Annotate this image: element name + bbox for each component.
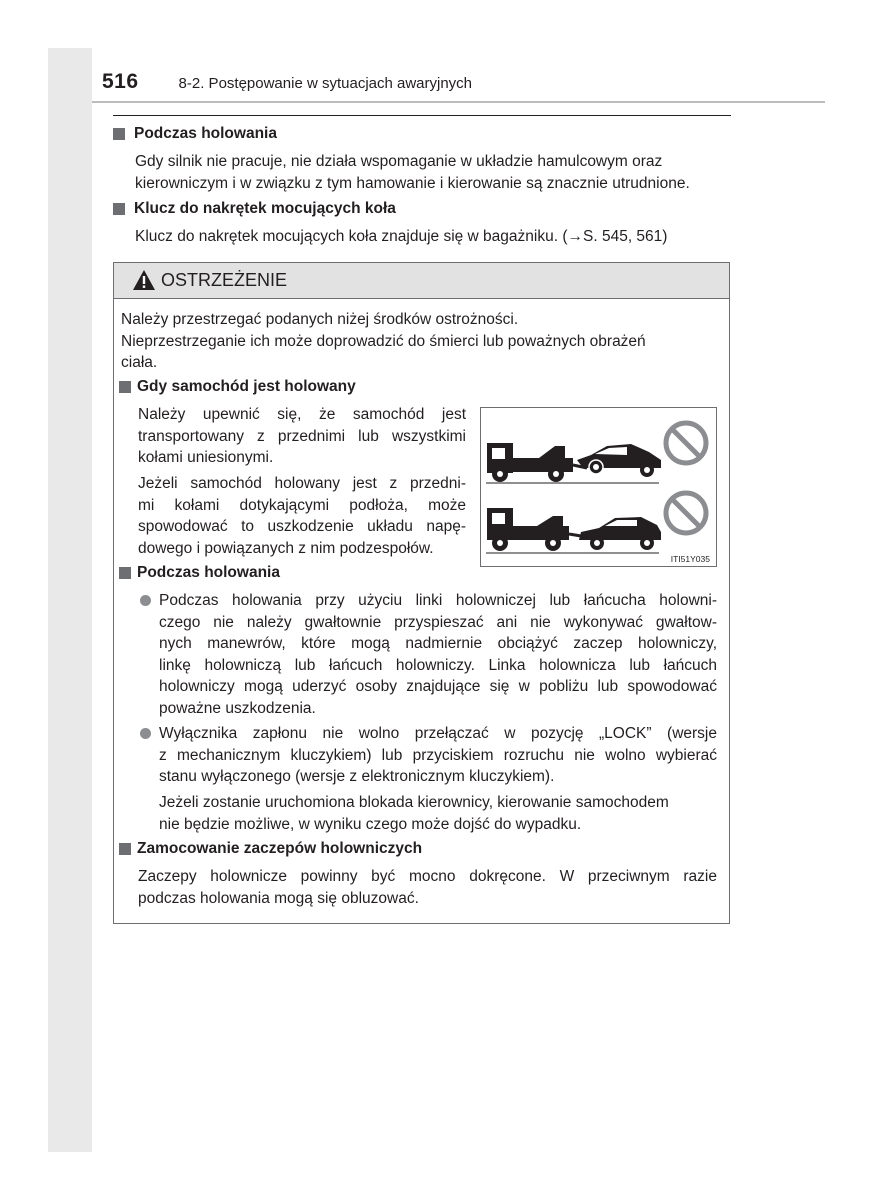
heading-text: Klucz do nakrętek mocujących koła	[134, 200, 396, 217]
header-divider	[92, 101, 825, 103]
heading-text: Podczas holowania	[137, 564, 280, 581]
towing-intro-text	[135, 151, 735, 194]
text-line: mi kołami dotykającymi podłoża, może	[138, 496, 466, 514]
text-line: podczas holowania mogą się obluzować.	[138, 889, 419, 907]
text-line: nie będzie możliwe, w wyniku czego może dojść do wypadku.	[159, 815, 582, 833]
page-margin-strip	[48, 48, 92, 1152]
text-line: Klucz do nakrętek mocujących koła znajduje się w bagażniku. (→S. 545, 561)	[135, 228, 668, 245]
heading-wheel-wrench	[113, 200, 396, 218]
text-line: Należy upewnić się, że samochód jest	[138, 406, 466, 423]
text-line: ciała.	[121, 354, 158, 371]
illustration-code: ITI51Y035	[670, 554, 710, 564]
text-line: Należy przestrzegać podanych niżej środków ostrożności.	[121, 311, 519, 328]
prohibited-icon	[661, 418, 711, 468]
tow-hooks-text	[138, 866, 717, 909]
text-line: poważne uszkodzenia.	[159, 699, 316, 717]
square-bullet-icon	[113, 128, 125, 140]
text-line: stanu wyłączonego (wersje z elektronicznym kluczykiem).	[159, 768, 555, 785]
square-bullet-icon	[113, 203, 125, 215]
content-divider	[113, 115, 731, 116]
warning-box	[113, 262, 730, 924]
page-header	[102, 70, 472, 100]
text-line: Jeżeli zostanie uruchomiona blokada kierownicy, kierowanie samochodem	[159, 794, 669, 811]
towing-illustration	[480, 407, 717, 567]
text-line: holowniczy mogą uderzyć osoby znajdujące się w pobliżu lub spowodować	[159, 678, 717, 695]
text-line: czego nie należy gwałtownie przyspieszać ani nie wykonywać gwałtow-	[159, 613, 717, 631]
text-line: Zaczepy holownicze powinny być mocno dokręcone. W przeciwnym razie	[138, 868, 717, 885]
text-line: nych manewrów, które mogą nadmiernie obciążyć zaczep holowniczy,	[159, 635, 717, 652]
wheel-wrench-text	[135, 226, 735, 248]
text-line: kierowniczym i w związku z tym hamowanie i kierowanie są znacznie utrudnione.	[135, 174, 690, 192]
text-line: Gdy silnik nie pracuje, nie działa wspomaganie w układzie hamulcowym oraz	[135, 153, 663, 170]
towed-paragraph-1	[138, 404, 466, 469]
page-number: 516	[102, 70, 139, 93]
text-line: linkę holowniczą lub łańcuch holowniczy. Linka holownicza lub łańcuch	[159, 656, 717, 674]
text-line: dowego i powiązanych z nim podzespołów.	[138, 539, 434, 557]
heading-during-towing	[119, 564, 280, 582]
square-bullet-icon	[119, 381, 131, 393]
heading-text: Gdy samochód jest holowany	[137, 378, 356, 395]
heading-when-towed	[119, 378, 356, 396]
towing-bullet-2-followup	[159, 792, 717, 835]
bullet-dot-icon	[140, 595, 151, 606]
towed-paragraph-2	[138, 473, 466, 559]
heading-text: Zamocowanie zaczepów holowniczych	[137, 840, 423, 857]
text-line: Wyłącznika zapłonu nie wolno przełączać w pozycję „LOCK” (wersje	[159, 725, 717, 742]
warning-intro	[121, 309, 721, 374]
towing-bullet-1	[159, 590, 717, 719]
square-bullet-icon	[119, 843, 131, 855]
heading-towing-intro	[113, 125, 277, 143]
text-line: kołami uniesionymi.	[138, 449, 274, 466]
heading-text: Podczas holowania	[134, 125, 277, 142]
bullet-dot-icon	[140, 728, 151, 739]
warning-triangle-icon	[132, 269, 156, 291]
heading-tow-hooks	[119, 840, 422, 858]
text-line: Jeżeli samochód holowany jest z przedni-	[138, 475, 466, 492]
text-line: Podczas holowania przy użyciu linki holowniczej lub łańcucha holowni-	[159, 592, 717, 609]
prohibited-icon	[661, 488, 711, 538]
text-line: Nieprzestrzeganie ich może doprowadzić do śmierci lub poważnych obrażeń	[121, 332, 646, 350]
text-line: spowodować to uszkodzenie układu napę-	[138, 518, 466, 535]
section-title: 8-2. Postępowanie w sytuacjach awaryjnych	[178, 75, 473, 92]
text-line: z mechanicznym kluczykiem) lub przyciskiem rozruchu nie wolno wybierać	[159, 746, 717, 764]
towing-bullet-2	[159, 723, 717, 788]
warning-header	[114, 263, 729, 299]
square-bullet-icon	[119, 567, 131, 579]
warning-title: OSTRZEŻENIE	[161, 270, 288, 290]
text-line: transportowany z przednimi lub wszystkimi	[138, 427, 466, 445]
